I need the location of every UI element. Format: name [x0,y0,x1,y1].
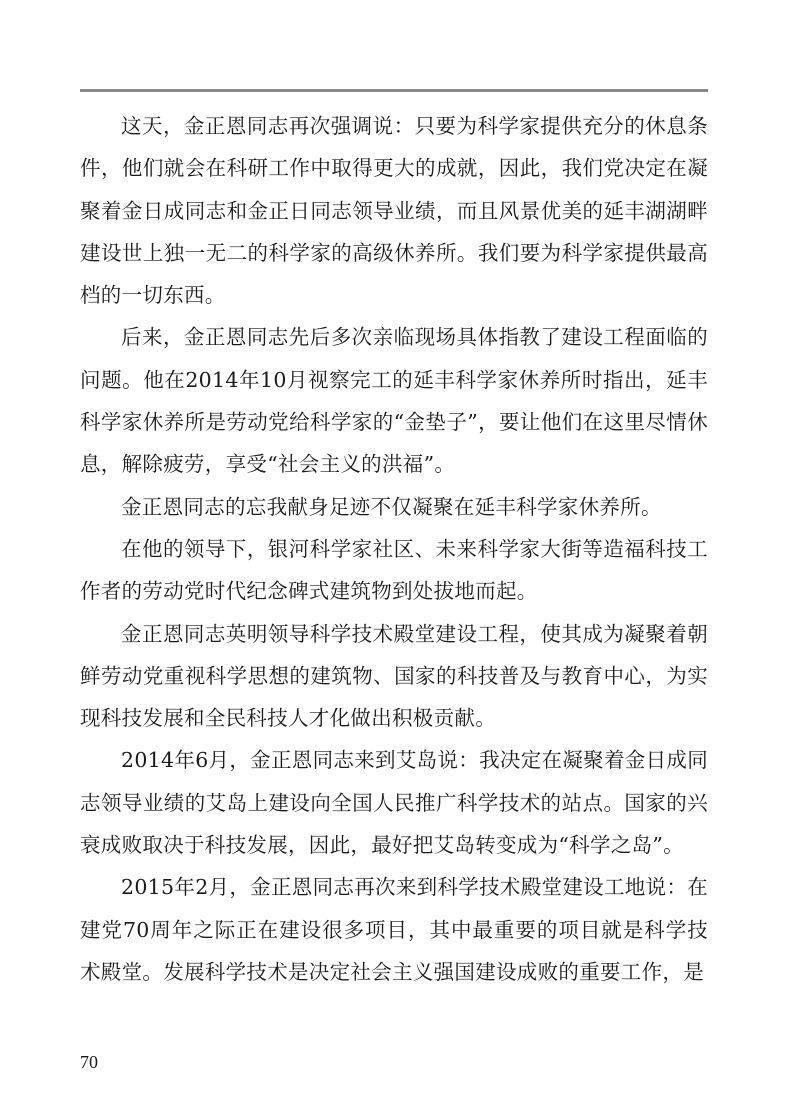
paragraph-1: 这天，金正恩同志再次强调说：只要为科学家提供充分的休息条件，他们就会在科研工作中取得更大的成就，因此，我们党决定在凝聚着金日成同志和金正日同志领导业绩，而且风景优美的延丰湖湖畔建设世上独一无二的科学家的高级休养所。我们要为科学家提供最高档的一切东西。 [80,114,708,308]
page-number: 70 [80,1052,98,1072]
paragraph-6: 2014年6月，金正恩同志来到艾岛说：我决定在凝聚着金日成同志领导业绩的艾岛上建设向全国人民推广科学技术的站点。国家的兴衰成败取决于科技发展，因此，最好把艾岛转变成为“科学之岛”。 [80,748,708,858]
header-rule [80,89,708,92]
paragraph-4: 在他的领导下，银河科学家社区、未来科学家大街等造福科技工作者的劳动党时代纪念碑式建筑物到处拔地而起。 [80,536,708,604]
paragraph-7: 2015年2月，金正恩同志再次来到科学技术殿堂建设工地说：在建党70周年之际正在建设很多项目，其中最重要的项目就是科学技术殿堂。发展科学技术是决定社会主义强国建设成败的重要工作，是 [80,875,708,984]
body-text [80,105,708,993]
paragraph-2: 后来，金正恩同志先后多次亲临现场具体指教了建设工程面临的问题。他在2014年10月视察完工的延丰科学家休养所时指出，延丰科学家休养所是劳动党给科学家的“金垫子”，要让他们在这里尽情休息，解除疲劳，享受“社会主义的洪福”。 [80,325,708,477]
paragraph-3: 金正恩同志的忘我献身足迹不仅凝聚在延丰科学家休养所。 [121,494,662,519]
paragraph-5: 金正恩同志英明领导科学技术殿堂建设工程，使其成为凝聚着朝鲜劳动党重视科学思想的建筑物、国家的科技普及与教育中心，为实现科技发展和全民科技人才化做出积极贡献。 [80,621,708,731]
